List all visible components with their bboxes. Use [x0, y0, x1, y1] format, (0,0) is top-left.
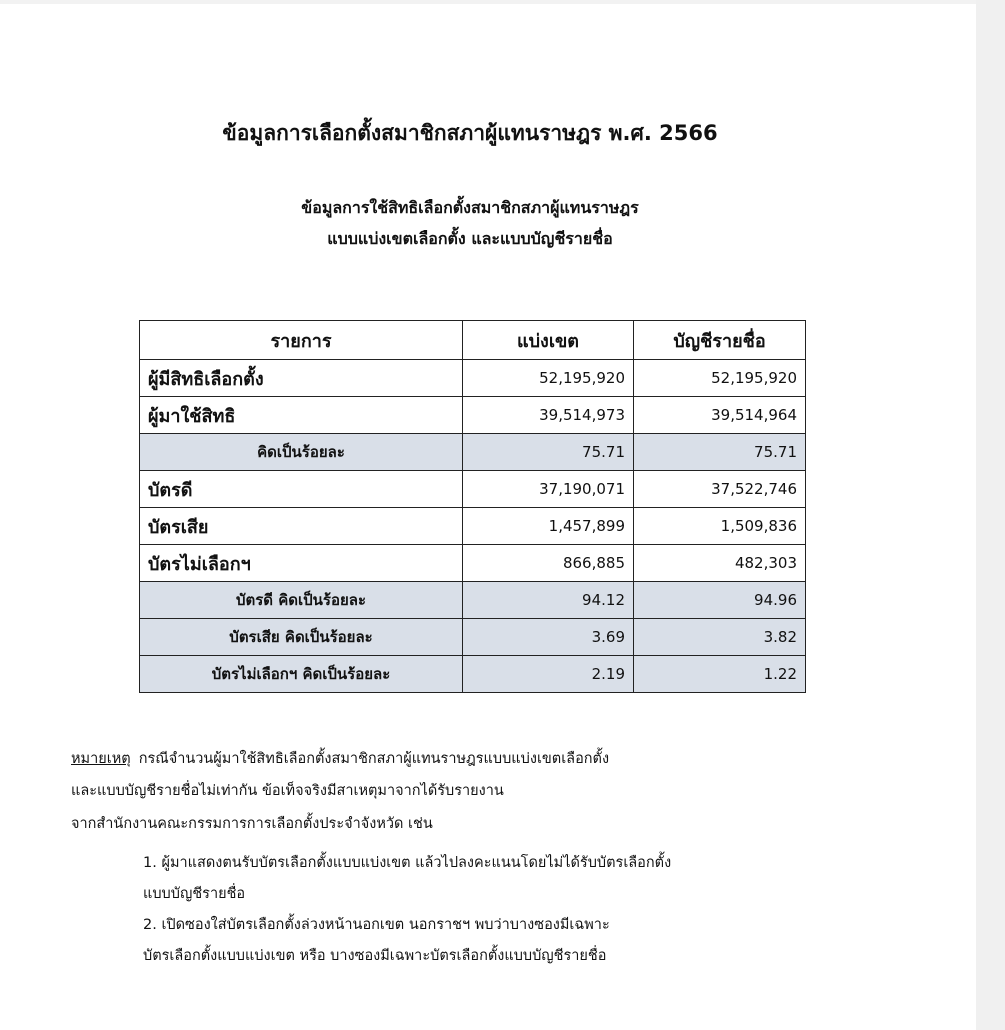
election-data-table	[139, 320, 806, 693]
district-value: 52,195,920	[463, 360, 634, 397]
row-label: บัตรดี	[140, 471, 463, 508]
note-item-1-line2: แบบบัญชีรายชื่อ	[143, 886, 246, 902]
district-value: 2.19	[463, 656, 634, 693]
party-list-value: 75.71	[634, 434, 806, 471]
party-list-value: 52,195,920	[634, 360, 806, 397]
note-text-line3: จากสำนักงานคณะกรรมการการเลือกตั้งประจำจังหวัด เช่น	[71, 816, 433, 832]
party-list-value: 37,522,746	[634, 471, 806, 508]
note-text-line2: และแบบบัญชีรายชื่อไม่เท่ากัน ข้อเท็จจริงมีสาเหตุมาจากได้รับรายงาน	[71, 783, 504, 799]
table-header-row	[140, 321, 806, 360]
table-row	[140, 360, 806, 397]
header-item: รายการ	[140, 321, 463, 360]
row-label: บัตรไม่เลือกฯ	[140, 545, 463, 582]
row-label: บัตรเสีย คิดเป็นร้อยละ	[140, 619, 463, 656]
table-row	[140, 582, 806, 619]
table-row	[140, 545, 806, 582]
table-row	[140, 508, 806, 545]
note-item-1-line1: 1. ผู้มาแสดงตนรับบัตรเลือกตั้งแบบแบ่งเขต แล้วไปลงคะแนนโดยไม่ได้รับบัตรเลือกตั้ง	[143, 855, 672, 871]
table-row	[140, 471, 806, 508]
row-label: บัตรเสีย	[140, 508, 463, 545]
row-label: บัตรไม่เลือกฯ คิดเป็นร้อยละ	[140, 656, 463, 693]
row-label: ผู้มาใช้สิทธิ	[140, 397, 463, 434]
viewer-side-strip	[976, 0, 1005, 1030]
district-value: 3.69	[463, 619, 634, 656]
table-row	[140, 397, 806, 434]
header-district: แบ่งเขต	[463, 321, 634, 360]
note-text-line1: กรณีจำนวนผู้มาใช้สิทธิเลือกตั้งสมาชิกสภาผู้แทนราษฎรแบบแบ่งเขตเลือกตั้ง	[138, 751, 610, 767]
document-title: ข้อมูลการเลือกตั้งสมาชิกสภาผู้แทนราษฎร พ.ศ. 2566	[222, 121, 718, 145]
note-item-2-line2: บัตรเลือกตั้งแบบแบ่งเขต หรือ บางซองมีเฉพาะบัตรเลือกตั้งแบบบัญชีรายชื่อ	[143, 948, 607, 964]
document-subtitle-line1: ข้อมูลการใช้สิทธิเลือกตั้งสมาชิกสภาผู้แทนราษฎร	[301, 198, 639, 217]
note-item-2-line1: 2. เปิดซองใส่บัตรเลือกตั้งล่วงหน้านอกเขต นอกราชฯ พบว่าบางซองมีเฉพาะ	[143, 917, 610, 933]
table-row	[140, 619, 806, 656]
party-list-value: 94.96	[634, 582, 806, 619]
district-value: 37,190,071	[463, 471, 634, 508]
row-label: บัตรดี คิดเป็นร้อยละ	[140, 582, 463, 619]
district-value: 866,885	[463, 545, 634, 582]
document-subtitle-line2: แบบแบ่งเขตเลือกตั้ง และแบบบัญชีรายชื่อ	[327, 229, 613, 248]
header-party-list: บัญชีรายชื่อ	[634, 321, 806, 360]
party-list-value: 482,303	[634, 545, 806, 582]
party-list-value: 1.22	[634, 656, 806, 693]
row-label: ผู้มีสิทธิเลือกตั้ง	[140, 360, 463, 397]
district-value: 39,514,973	[463, 397, 634, 434]
party-list-value: 1,509,836	[634, 508, 806, 545]
table-row	[140, 434, 806, 471]
table-row	[140, 656, 806, 693]
party-list-value: 3.82	[634, 619, 806, 656]
district-value: 75.71	[463, 434, 634, 471]
note-label: หมายเหตุ	[71, 751, 131, 767]
note-line1	[71, 752, 609, 767]
party-list-value: 39,514,964	[634, 397, 806, 434]
district-value: 94.12	[463, 582, 634, 619]
district-value: 1,457,899	[463, 508, 634, 545]
row-label: คิดเป็นร้อยละ	[140, 434, 463, 471]
